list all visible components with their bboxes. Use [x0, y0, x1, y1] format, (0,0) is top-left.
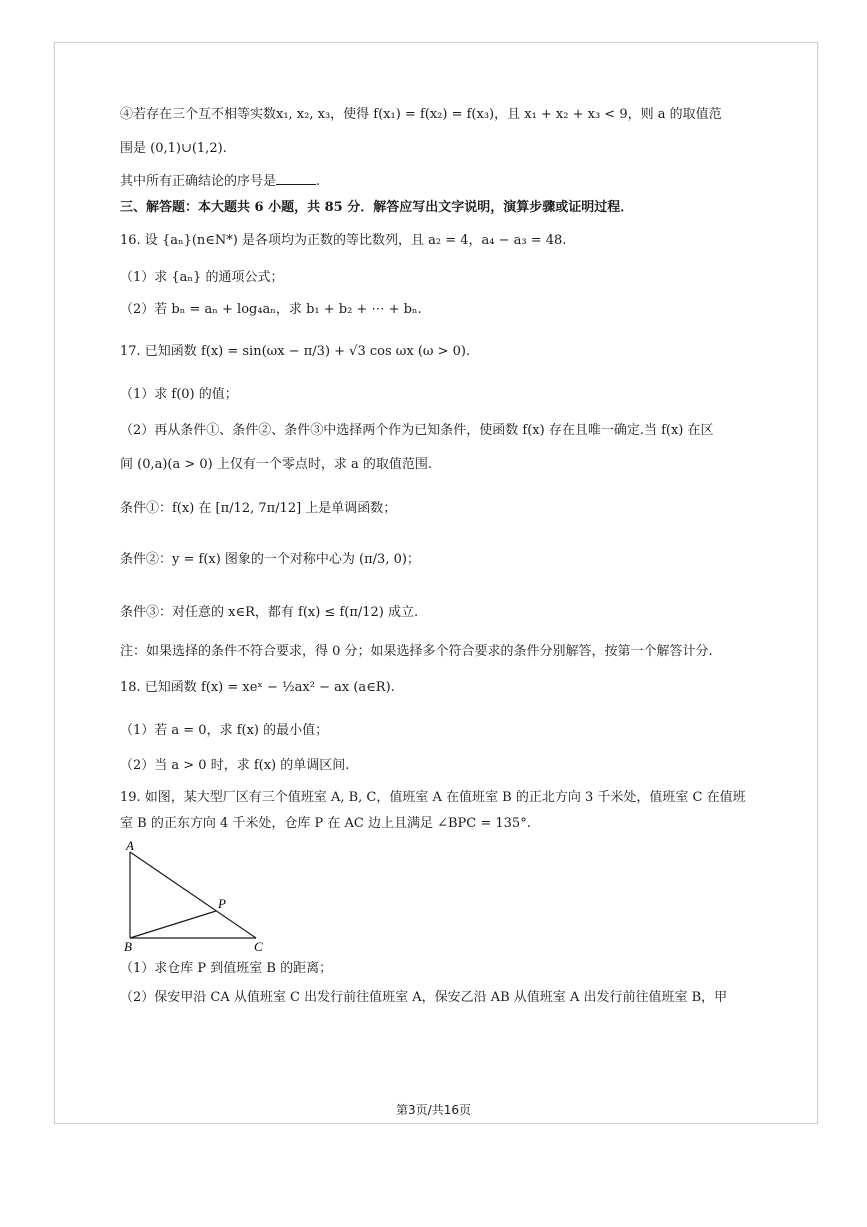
label-p: P — [218, 896, 226, 911]
condition-2: 条件②：y = f(x) 图象的一个对称中心为 (π/3, 0)； — [120, 552, 420, 567]
question-16: 16. 设 {aₙ}(n∈N*) 是各项均为正数的等比数列，且 a₂ = 4，a₄ − a₃ = 48. — [120, 233, 567, 248]
question-18-part-1: （1）若 a = 0，求 f(x) 的最小值； — [120, 723, 329, 738]
condition-1: 条件①：f(x) 在 [π/12, 7π/12] 上是单调函数； — [120, 501, 397, 516]
question-16-part-1: （1）求 {aₙ} 的通项公式； — [120, 270, 284, 285]
label-a: A — [126, 838, 134, 853]
question-18: 18. 已知函数 f(x) = xeˣ − ½ax² − ax (a∈R). — [120, 680, 395, 695]
question-19: 19. 如图，某大型厂区有三个值班室 A, B, C，值班室 A 在值班室 B 的正北方向 3 千米处，值班室 C 在值班 — [120, 790, 746, 805]
label-c: C — [254, 939, 263, 954]
section-heading: 三、解答题：本大题共 6 小题，共 85 分．解答应写出文字说明，演算步骤或证明过程． — [120, 200, 634, 215]
edge-ac — [130, 852, 256, 938]
question-17: 17. 已知函数 f(x) = sin(ωx − π/3) + √3 cos ωx (ω > 0). — [120, 344, 471, 359]
question-17-part-2-cont: 间 (0,a)(a > 0) 上仅有一个零点时，求 a 的取值范围. — [120, 457, 433, 472]
text-line: 围是 (0,1)∪(1,2). — [120, 141, 227, 156]
text-line: 其中所有正确结论的序号是 . — [120, 174, 321, 189]
condition-3: 条件③：对任意的 x∈R，都有 f(x) ≤ f(π/12) 成立. — [120, 605, 419, 620]
question-19-cont: 室 B 的正东方向 4 千米处，仓库 P 在 AC 边上且满足 ∠BPC = 135°. — [120, 816, 531, 831]
question-19-part-2: （2）保安甲沿 CA 从值班室 C 出发行前往值班室 A，保安乙沿 AB 从值班室 A 出发行前往值班室 B，甲 — [120, 990, 728, 1005]
segment-bp — [130, 911, 216, 938]
question-16-part-2: （2）若 bₙ = aₙ + log₄aₙ，求 b₁ + b₂ + ⋯ + bₙ. — [120, 302, 422, 317]
question-19-part-1: （1）求仓库 P 到值班室 B 的距离； — [120, 961, 333, 976]
text-line: ④若存在三个互不相等实数x₁, x₂, x₃，使得 f(x₁) = f(x₂) = f(x₃)，且 x₁ + x₂ + x₃ < 9，则 a 的取值范 — [120, 107, 722, 122]
answer-blank — [276, 172, 316, 185]
page-footer: 第3页/共16页 — [396, 1103, 471, 1117]
question-17-part-2: （2）再从条件①、条件②、条件③中选择两个作为已知条件，使函数 f(x) 存在且唯一确定.当 f(x) 在区 — [120, 423, 714, 438]
triangle-diagram — [118, 838, 278, 956]
label-b: B — [124, 939, 132, 954]
note: 注：如果选择的条件不符合要求，得 0 分；如果选择多个符合要求的条件分别解答，按第一个解答计分. — [120, 644, 713, 659]
question-17-part-1: （1）求 f(0) 的值； — [120, 387, 238, 402]
question-18-part-2: （2）当 a > 0 时，求 f(x) 的单调区间. — [120, 758, 350, 773]
